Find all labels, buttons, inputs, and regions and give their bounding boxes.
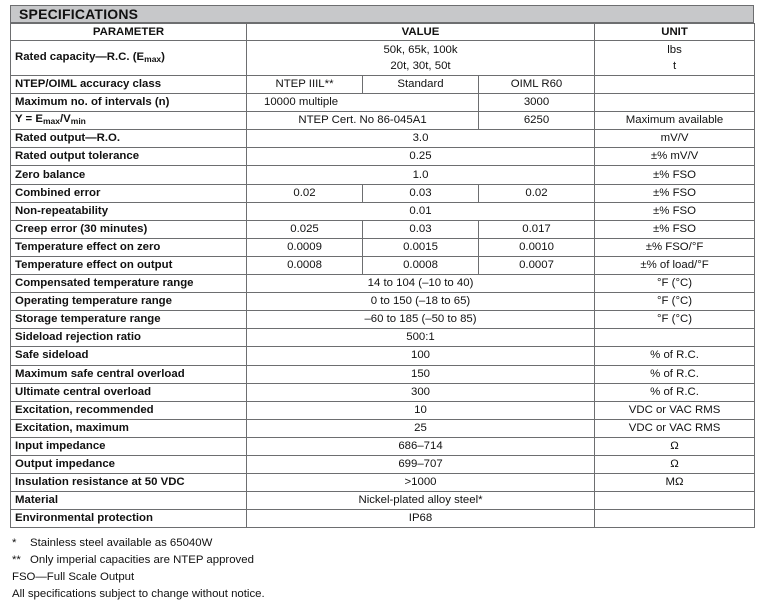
value-cell: 0.02 — [247, 184, 363, 202]
unit-cell — [595, 94, 755, 112]
value-cell: 0 to 150 (–18 to 65) — [247, 293, 595, 311]
unit-cell: mV/V — [595, 130, 755, 148]
value-cell: 0.0008 — [363, 256, 479, 274]
unit-cell: VDC or VAC RMS — [595, 419, 755, 437]
value-cell: 0.025 — [247, 220, 363, 238]
value-cell: 10000 multiple — [247, 94, 479, 112]
value-cell: Standard — [363, 76, 479, 94]
param-label: Operating temperature range — [11, 293, 247, 311]
value-cell: NTEP IIIL** — [247, 76, 363, 94]
param-label: Excitation, maximum — [11, 419, 247, 437]
table-row — [11, 419, 755, 437]
unit-cell — [595, 492, 755, 510]
param-label: Sideload rejection ratio — [11, 329, 247, 347]
value-cell: 0.25 — [247, 148, 595, 166]
value-cell: 0.0007 — [479, 256, 595, 274]
value-cell: Nickel-plated alloy steel* — [247, 492, 595, 510]
unit-cell: Ω — [595, 455, 755, 473]
table-row — [11, 41, 755, 76]
table-row — [11, 383, 755, 401]
table-row — [11, 220, 755, 238]
value-cell: 0.03 — [363, 184, 479, 202]
table-row — [11, 184, 755, 202]
value-cell: IP68 — [247, 510, 595, 528]
unit-cell: ±% FSO — [595, 202, 755, 220]
value-cell: OIML R60 — [479, 76, 595, 94]
table-row — [11, 329, 755, 347]
param-label: $Y = E_{max}/V_{min}$ — [11, 112, 247, 130]
footnote-fso: FSO—Full Scale Output — [12, 571, 135, 583]
value-cell: 500:1 — [247, 329, 595, 347]
unit-cell: ±% of load/°F — [595, 256, 755, 274]
param-label: Excitation, recommended — [11, 401, 247, 419]
unit-cell: MΩ — [595, 474, 755, 492]
unit-cell: ±% FSO/°F — [595, 238, 755, 256]
unit-cell: °F (°C) — [595, 275, 755, 293]
footnotes — [12, 535, 265, 603]
table-row — [11, 94, 755, 112]
param-label: Ultimate central overload — [11, 383, 247, 401]
value-cell: 50k, 65k, 100k 20t, 30t, 50t — [247, 41, 595, 76]
value-cell: 25 — [247, 419, 595, 437]
param-label: Output impedance — [11, 455, 247, 473]
table-row — [11, 130, 755, 148]
param-label: Storage temperature range — [11, 311, 247, 329]
table-row — [11, 112, 755, 130]
value-cell: 100 — [247, 347, 595, 365]
value-cell: 0.017 — [479, 220, 595, 238]
unit-cell — [595, 329, 755, 347]
table-row — [11, 510, 755, 528]
table-row — [11, 401, 755, 419]
param-label: Maximum safe central overload — [11, 365, 247, 383]
value-cell: 14 to 104 (–10 to 40) — [247, 275, 595, 293]
value-cell: 699–707 — [247, 455, 595, 473]
table-row — [11, 238, 755, 256]
header-value: VALUE — [247, 24, 595, 41]
unit-cell — [595, 76, 755, 94]
param-label: Creep error (30 minutes) — [11, 220, 247, 238]
table-row — [11, 492, 755, 510]
value-cell: 0.01 — [247, 202, 595, 220]
table-row — [11, 202, 755, 220]
table-row — [11, 437, 755, 455]
param-label: Temperature effect on zero — [11, 238, 247, 256]
unit-cell — [595, 510, 755, 528]
value-cell: 300 — [247, 383, 595, 401]
value-cell: 0.03 — [363, 220, 479, 238]
table-row — [11, 365, 755, 383]
param-label: Safe sideload — [11, 347, 247, 365]
value-cell: 0.0008 — [247, 256, 363, 274]
unit-cell: °F (°C) — [595, 293, 755, 311]
table-row — [11, 347, 755, 365]
param-label: Rated output—R.O. — [11, 130, 247, 148]
table-row — [11, 76, 755, 94]
unit-cell: % of R.C. — [595, 383, 755, 401]
unit-cell: ±% FSO — [595, 184, 755, 202]
value-cell: 0.0010 — [479, 238, 595, 256]
table-row — [11, 148, 755, 166]
param-label: Temperature effect on output — [11, 256, 247, 274]
table-row — [11, 455, 755, 473]
value-cell: 3.0 — [247, 130, 595, 148]
unit-cell: % of R.C. — [595, 365, 755, 383]
unit-cell: lbs t — [595, 41, 755, 76]
value-cell: 1.0 — [247, 166, 595, 184]
table-row — [11, 166, 755, 184]
param-label: Input impedance — [11, 437, 247, 455]
table-row — [11, 256, 755, 274]
value-cell: 0.0009 — [247, 238, 363, 256]
value-cell: 686–714 — [247, 437, 595, 455]
param-label: Non-repeatability — [11, 202, 247, 220]
table-row — [11, 275, 755, 293]
param-label: Maximum no. of intervals (n) — [11, 94, 247, 112]
unit-cell: ±% FSO — [595, 166, 755, 184]
specifications-table — [10, 23, 755, 528]
value-cell: 0.02 — [479, 184, 595, 202]
value-cell: 150 — [247, 365, 595, 383]
section-title: SPECIFICATIONS — [10, 5, 754, 23]
unit-cell: ±% FSO — [595, 220, 755, 238]
param-label: Combined error — [11, 184, 247, 202]
footnote-stainless: * Stainless steel available as 65040W — [12, 537, 213, 549]
unit-cell: Ω — [595, 437, 755, 455]
value-cell: –60 to 185 (–50 to 85) — [247, 311, 595, 329]
value-cell: 10 — [247, 401, 595, 419]
value-cell: NTEP Cert. No 86-045A1 — [247, 112, 479, 130]
header-row — [11, 24, 755, 41]
param-label: Rated output tolerance — [11, 148, 247, 166]
header-parameter: PARAMETER — [11, 24, 247, 41]
unit-cell: % of R.C. — [595, 347, 755, 365]
table-row — [11, 474, 755, 492]
param-label: Material — [11, 492, 247, 510]
value-cell: 3000 — [479, 94, 595, 112]
table-row — [11, 311, 755, 329]
unit-cell: Maximum available — [595, 112, 755, 130]
value-cell: 6250 — [479, 112, 595, 130]
value-cell: 0.0015 — [363, 238, 479, 256]
value-cell: >1000 — [247, 474, 595, 492]
footnote-disclaimer: All specifications subject to change without notice. — [12, 588, 265, 600]
param-label: Environmental protection — [11, 510, 247, 528]
param-label: Insulation resistance at 50 VDC — [11, 474, 247, 492]
param-label: Rated capacity—R.C. $(E_{max})$ — [11, 41, 247, 76]
unit-cell: °F (°C) — [595, 311, 755, 329]
header-unit: UNIT — [595, 24, 755, 41]
param-label: NTEP/OIML accuracy class — [11, 76, 247, 94]
unit-cell: ±% mV/V — [595, 148, 755, 166]
footnote-ntep: ** Only imperial capacities are NTEP approved — [12, 554, 254, 566]
table-row — [11, 293, 755, 311]
param-label: Zero balance — [11, 166, 247, 184]
param-label: Compensated temperature range — [11, 275, 247, 293]
unit-cell: VDC or VAC RMS — [595, 401, 755, 419]
